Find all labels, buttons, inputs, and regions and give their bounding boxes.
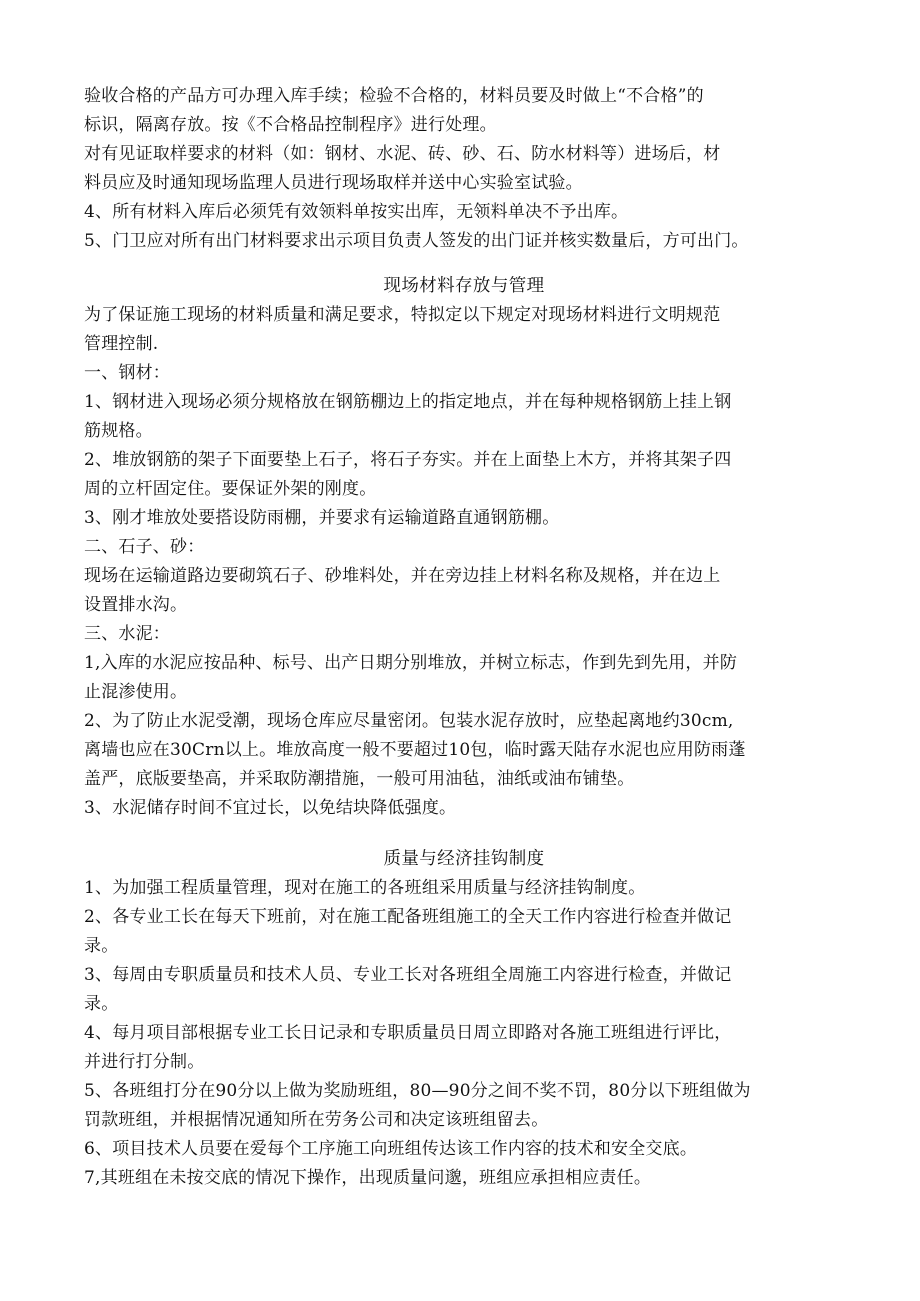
section-material-storage [84,272,844,823]
text-line: 料员应及时通知现场监理人员进行现场取样并送中心实验室试验。 [84,173,583,193]
document-page [84,82,844,1193]
text-line: 3、水泥储存时间不宜过长，以免结块降低强度。 [84,798,457,818]
text-line: 2、为了防止水泥受潮，现场仓库应尽量密闭。包装水泥存放时，应垫起离地约30cm, [84,711,734,731]
text-line: 三、水泥： [84,624,170,644]
text-line: 3、每周由专职质量员和技术人员、专业工长对各班组全周施工内容进行检查，并做记 [84,965,732,985]
text-line: 录。 [84,936,119,956]
text-line: 3、刚才堆放处要搭设防雨棚，并要求有运输道路直通钢筋棚。 [84,508,560,528]
text-line: 盖严，底版要垫高，并采取防潮措施，一般可用油毡，油纸或油布铺垫。 [84,769,635,789]
text-line: 验收合格的产品方可办理入库手续；检验不合格的，材料员要及时做上“不合格”的 [84,86,704,106]
text-line: 离墙也应在30Crn以上。堆放高度一般不要超过10包，临时露天陆存水泥也应用防雨蓬 [84,740,746,760]
section-title: 质量与经济挂钩制度 [383,849,545,869]
text-line: 1,入库的水泥应按品种、标号、出产日期分别堆放，并树立标志，作到先到先用，并防 [84,653,738,673]
text-line: 2、堆放钢筋的架子下面要垫上石子，将石子夯实。并在上面垫上木方，并将其架子四 [84,450,732,470]
text-line: 现场在运输道路边要砌筑石子、砂堆料处，并在旁边挂上材料名称及规格，并在边上 [84,566,721,586]
text-line: 7,其班组在未按交底的情况下操作，出现质量问邈，班组应承担相应责任。 [84,1168,652,1188]
text-line: 二、石子、砂： [84,537,205,557]
text-line: 5、门卫应对所有出门材料要求出示项目负责人签发的出门证并核实数量后，方可出门。 [84,231,749,251]
intro-block [84,82,844,256]
text-line: 标识，隔离存放。按《不合格品控制程序》进行处理。 [84,115,497,135]
text-line: 2、各专业工长在每天下班前，对在施工配备班组施工的全天工作内容进行检查并做记 [84,907,732,927]
text-line: 筋规格。 [84,421,153,441]
text-line: 录。 [84,994,119,1014]
text-line: 4、每月项目部根据专业工长日记录和专职质量员日周立即路对各施工班组进行评比， [84,1023,732,1043]
section-quality-economy [84,845,844,1193]
text-line: 6、项目技术人员要在爱每个工序施工向班组传达该工作内容的技术和安全交底。 [84,1139,698,1159]
text-line: 为了保证施工现场的材料质量和满足要求，特拟定以下规定对现场材料进行文明规范 [84,305,721,325]
text-line: 一、钢材： [84,363,170,383]
text-line: 4、所有材料入库后必须凭有效领料单按实出库，无领料单决不予出库。 [84,202,629,222]
text-line: 1、钢材进入现场必须分规格放在钢筋棚边上的指定地点，并在每种规格钢筋上挂上钢 [84,392,732,412]
text-line: 罚款班组，并根据情况通知所在劳务公司和决定该班组留去。 [84,1110,549,1130]
text-line: 设置排水沟。 [84,595,188,615]
text-line: 管理控制. [84,334,159,354]
text-line: 5、各班组打分在90分以上做为奖励班组，80—90分之间不奖不罚，80分以下班组做为 [84,1081,751,1101]
section-title: 现场材料存放与管理 [383,276,545,296]
text-line: 1、为加强工程质量管理，现对在施工的各班组采用质量与经济挂钩制度。 [84,878,646,898]
text-line: 止混渗使用。 [84,682,188,702]
text-line: 周的立杆固定住。要保证外架的刚度。 [84,479,377,499]
text-line: 对有见证取样要求的材料（如：钢材、水泥、砖、砂、石、防水材料等）进场后，材 [84,144,721,164]
text-line: 并进行打分制。 [84,1052,205,1072]
